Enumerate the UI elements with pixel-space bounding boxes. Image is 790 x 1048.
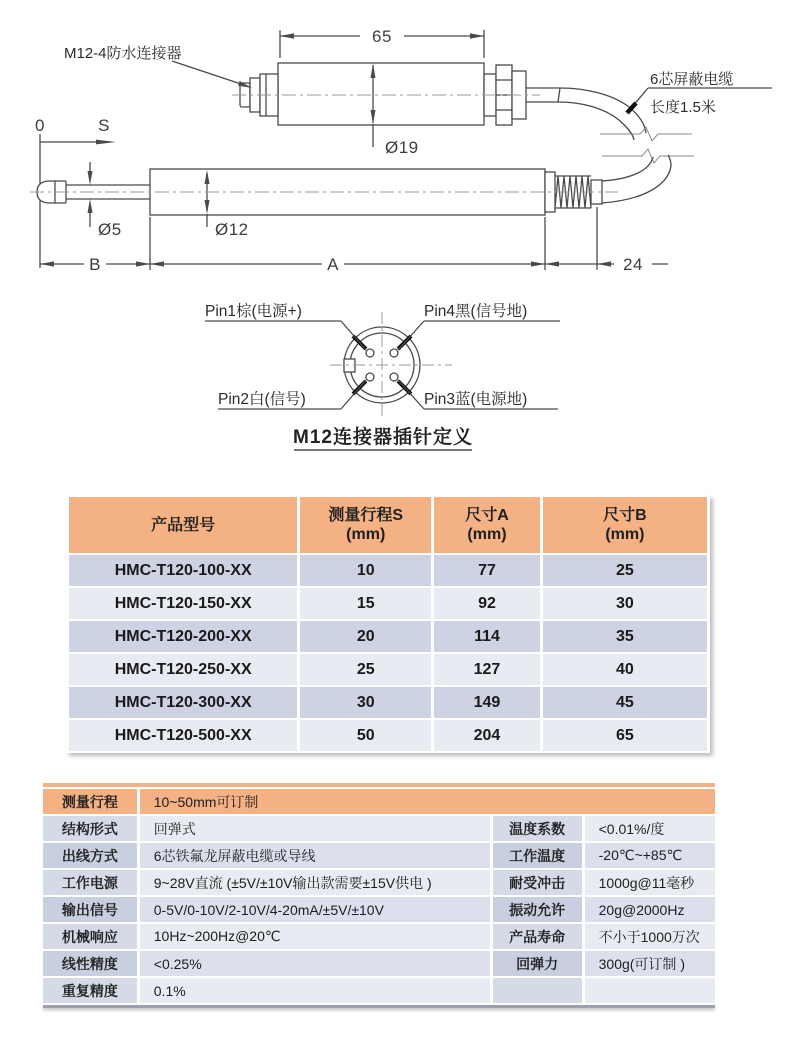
spec-value-cell: 9~28V直流 (±5V/±10V输出款需要±15V供电 ) <box>140 870 493 895</box>
dim-24: 24 <box>623 255 643 274</box>
spec-value-cell: 10Hz~200Hz@20℃ <box>140 924 493 949</box>
header-stroke <box>300 497 431 553</box>
dimension-cell: 15 <box>300 588 431 619</box>
spec-label-cell: 温度系数 <box>493 816 585 841</box>
dimension-cell: 30 <box>300 687 431 718</box>
dimension-cell: 149 <box>434 687 540 718</box>
header-dim-a-unit: (mm) <box>467 526 507 543</box>
spec-row <box>43 816 715 841</box>
model-cell: HMC-T120-150-XX <box>69 588 297 619</box>
header-dim-a <box>434 497 540 553</box>
header-dim-b <box>543 497 707 553</box>
product-table-row <box>69 654 707 685</box>
stroke-axis-label: S <box>98 116 110 135</box>
model-cell: HMC-T120-500-XX <box>69 720 297 751</box>
spec-value-cell: 回弹式 <box>140 816 493 841</box>
spec-value-cell: <0.25% <box>140 951 493 976</box>
spec-table-bottom-border <box>43 1005 715 1008</box>
header-model <box>69 497 297 553</box>
product-table-row <box>69 555 707 586</box>
dia19-label: Ø19 <box>385 138 419 157</box>
spec-row <box>43 870 715 895</box>
header-dim-b-unit: (mm) <box>605 526 645 543</box>
spec-value-cell: 不小于1000万次 <box>585 924 715 949</box>
dimension-cell: 127 <box>434 654 540 685</box>
header-model-title: 产品型号 <box>151 516 216 534</box>
product-table-row <box>69 621 707 652</box>
spec-label-cell: 输出信号 <box>43 897 140 922</box>
model-cell: HMC-T120-200-XX <box>69 621 297 652</box>
header-stroke-title: 测量行程S <box>328 507 404 524</box>
spec-label-cell: 测量行程 <box>43 789 140 814</box>
connector-label: M12-4防水连接器 <box>64 45 182 62</box>
dimension-cell: 25 <box>543 555 707 586</box>
dim-b: B <box>89 255 101 274</box>
spec-value-cell: 6芯铁氟龙屏蔽电缆或导线 <box>140 843 493 868</box>
spec-value-cell: -20℃~+85℃ <box>585 843 715 868</box>
product-table-row <box>69 588 707 619</box>
dim-65: 65 <box>372 27 392 46</box>
spec-row <box>43 951 715 976</box>
spec-value-cell: <0.01%/度 <box>585 816 715 841</box>
dimension-cell: 65 <box>543 720 707 751</box>
spec-label-cell: 产品寿命 <box>493 924 585 949</box>
dimension-cell: 20 <box>300 621 431 652</box>
dimension-cell: 40 <box>543 654 707 685</box>
spec-label-cell: 振动允许 <box>493 897 585 922</box>
pin4-label: Pin4黑(信号地) <box>424 303 528 320</box>
spec-label-cell: 结构形式 <box>43 816 140 841</box>
spec-value-cell: 300g(可订制 ) <box>585 951 715 976</box>
spec-value-cell: 0.1% <box>140 978 493 1003</box>
spec-row <box>43 978 715 1003</box>
dimension-cell: 25 <box>300 654 431 685</box>
spec-label-cell <box>493 978 585 1003</box>
spec-value-cell: 10~50mm可订制 <box>140 789 715 814</box>
dimension-cell: 50 <box>300 720 431 751</box>
spec-value-cell: 1000g@11毫秒 <box>585 870 715 895</box>
pin3-label: Pin3蓝(电源地) <box>424 391 528 408</box>
spec-label-cell: 回弹力 <box>493 951 585 976</box>
dimension-cell: 30 <box>543 588 707 619</box>
model-cell: HMC-T120-300-XX <box>69 687 297 718</box>
product-model-table <box>66 495 710 753</box>
pin-diagram-title: M12连接器插针定义 <box>293 427 473 448</box>
header-dim-b-title: 尺寸B <box>603 507 647 524</box>
dimension-cell: 35 <box>543 621 707 652</box>
product-table-row <box>69 720 707 751</box>
spec-label-cell: 工作电源 <box>43 870 140 895</box>
spec-value-cell: 0-5V/0-10V/2-10V/4-20mA/±5V/±10V <box>140 897 493 922</box>
pin1-label: Pin1棕(电源+) <box>205 303 302 320</box>
dia5-label: Ø5 <box>98 220 122 239</box>
spec-label-cell: 工作温度 <box>493 843 585 868</box>
header-dim-a-title: 尺寸A <box>465 507 509 524</box>
dimension-cell: 10 <box>300 555 431 586</box>
spec-row <box>43 789 715 814</box>
spec-value-cell: 20g@2000Hz <box>585 897 715 922</box>
product-table-row <box>69 687 707 718</box>
model-cell: HMC-T120-100-XX <box>69 555 297 586</box>
dimension-cell: 92 <box>434 588 540 619</box>
model-cell: HMC-T120-250-XX <box>69 654 297 685</box>
spec-row <box>43 924 715 949</box>
spec-row <box>43 897 715 922</box>
origin-label: 0 <box>35 116 45 135</box>
dim-a: A <box>327 255 339 274</box>
spec-value-cell <box>585 978 715 1003</box>
dimension-cell: 77 <box>434 555 540 586</box>
dimension-cell: 114 <box>434 621 540 652</box>
dia12-label: Ø12 <box>215 220 249 239</box>
product-table-header-row <box>69 497 707 553</box>
cable-label-line1: 6芯屏蔽电缆 <box>650 71 734 88</box>
spec-label-cell: 机械响应 <box>43 924 140 949</box>
spec-table <box>43 783 715 1008</box>
spec-label-cell: 线性精度 <box>43 951 140 976</box>
cable-label-line2: 长度1.5米 <box>650 99 716 116</box>
spec-label-cell: 重复精度 <box>43 978 140 1003</box>
header-stroke-unit: (mm) <box>346 526 386 543</box>
spec-label-cell: 出线方式 <box>43 843 140 868</box>
dimension-cell: 45 <box>543 687 707 718</box>
spec-label-cell: 耐受冲击 <box>493 870 585 895</box>
dimension-cell: 204 <box>434 720 540 751</box>
pin2-label: Pin2白(信号) <box>218 391 306 408</box>
spec-row <box>43 843 715 868</box>
sensor-drawing <box>0 0 790 470</box>
